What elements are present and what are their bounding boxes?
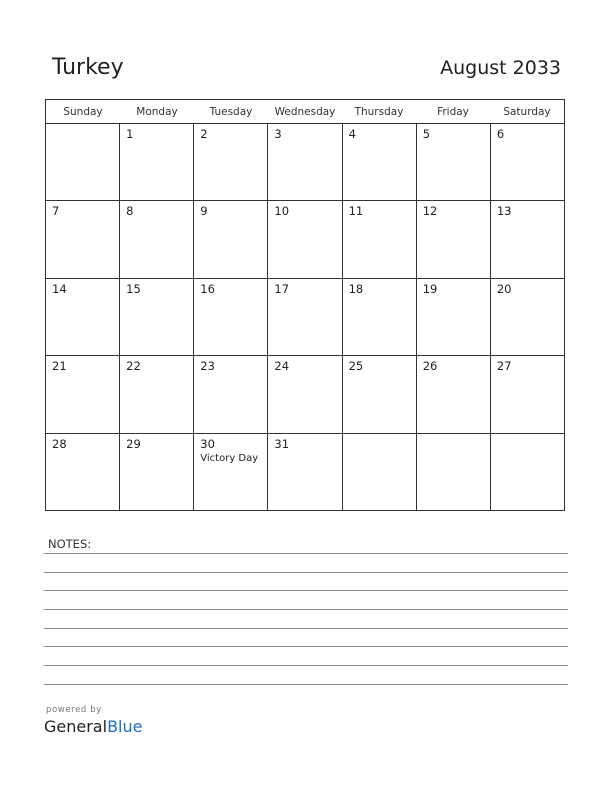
day-cell — [268, 124, 342, 200]
day-cell — [417, 279, 491, 355]
note-line — [44, 646, 568, 647]
day-cell — [491, 279, 564, 355]
week-row — [46, 124, 564, 201]
day-number: 11 — [348, 204, 364, 219]
weekday-header: Tuesday — [209, 106, 253, 118]
day-cell — [268, 201, 342, 277]
day-cell — [343, 201, 417, 277]
week-row — [46, 356, 564, 433]
weekday-header: Friday — [437, 106, 469, 118]
day-cell — [417, 124, 491, 200]
day-cell — [194, 356, 268, 432]
day-number: 21 — [52, 359, 67, 374]
day-cell — [343, 356, 417, 432]
day-number: 27 — [496, 359, 512, 374]
day-cell — [343, 279, 417, 355]
holiday-label: Victory Day — [200, 452, 259, 464]
day-number: 15 — [126, 281, 141, 296]
day-number: 3 — [274, 127, 282, 141]
notes-label: NOTES: — [48, 537, 92, 551]
day-cell — [491, 434, 564, 511]
day-number: 16 — [200, 281, 215, 296]
day-number: 18 — [348, 281, 364, 296]
day-number: 30 — [200, 436, 215, 451]
day-cell — [268, 279, 342, 355]
weekday-header: Monday — [136, 106, 178, 118]
weekday-header: Wednesday — [274, 106, 336, 118]
note-line — [44, 684, 568, 685]
day-cell — [120, 356, 194, 432]
day-number: 14 — [52, 281, 67, 296]
day-cell — [120, 201, 194, 277]
day-cell — [46, 279, 120, 355]
day-cell — [343, 124, 417, 200]
country-title: Turkey — [52, 55, 124, 80]
day-cell — [417, 434, 491, 511]
day-number: 22 — [126, 359, 141, 374]
note-line — [44, 553, 568, 554]
day-cell — [120, 124, 194, 200]
day-number: 23 — [200, 359, 215, 374]
week-row — [46, 279, 564, 356]
day-number: 8 — [126, 204, 134, 219]
day-number: 25 — [348, 359, 364, 374]
note-line — [44, 628, 568, 629]
day-number: 2 — [200, 127, 208, 141]
note-line — [44, 665, 568, 666]
brand-name-blue: Blue — [107, 717, 143, 736]
day-cell — [120, 279, 194, 355]
day-number: 28 — [52, 436, 67, 451]
day-cell — [194, 434, 268, 511]
note-line — [44, 572, 568, 573]
powered-by-text: powered by — [46, 705, 102, 715]
day-number: 20 — [496, 281, 512, 296]
day-cell — [194, 201, 268, 277]
day-cell — [46, 434, 120, 511]
day-cell — [343, 434, 417, 511]
day-cell — [120, 434, 194, 511]
weekday-header: Thursday — [354, 106, 404, 118]
day-number: 17 — [274, 281, 290, 296]
day-cell — [46, 201, 120, 277]
day-cell — [417, 201, 491, 277]
day-cell — [491, 356, 564, 432]
day-cell — [46, 356, 120, 432]
weekday-header-row — [46, 100, 564, 124]
day-number: 6 — [496, 127, 505, 141]
day-number: 7 — [52, 204, 60, 219]
brand-logo — [44, 717, 142, 736]
day-number: 10 — [274, 204, 290, 219]
day-cell — [491, 201, 564, 277]
day-number: 12 — [422, 204, 438, 219]
day-number: 9 — [200, 204, 208, 219]
note-line — [44, 609, 568, 610]
week-row — [46, 201, 564, 278]
day-cell — [268, 356, 342, 432]
day-cell — [46, 124, 120, 200]
day-number: 29 — [126, 436, 141, 451]
day-cell — [268, 434, 342, 511]
month-title: August 2033 — [440, 57, 561, 79]
day-number: 19 — [422, 281, 438, 296]
brand-name-general: General — [44, 717, 108, 736]
day-cell — [194, 124, 268, 200]
day-cell — [491, 124, 564, 200]
weekday-header: Saturday — [503, 106, 551, 118]
day-cell — [417, 356, 491, 432]
weekday-header: Sunday — [63, 106, 103, 118]
day-number: 5 — [422, 127, 431, 141]
note-line — [44, 590, 568, 591]
day-cell — [194, 279, 268, 355]
day-number: 26 — [422, 359, 438, 374]
day-number: 4 — [348, 127, 356, 141]
calendar-grid — [45, 99, 565, 511]
week-row — [46, 434, 564, 511]
day-number: 13 — [496, 204, 512, 219]
day-number: 31 — [274, 436, 290, 451]
day-number: 24 — [274, 359, 290, 374]
day-number: 1 — [126, 127, 134, 141]
